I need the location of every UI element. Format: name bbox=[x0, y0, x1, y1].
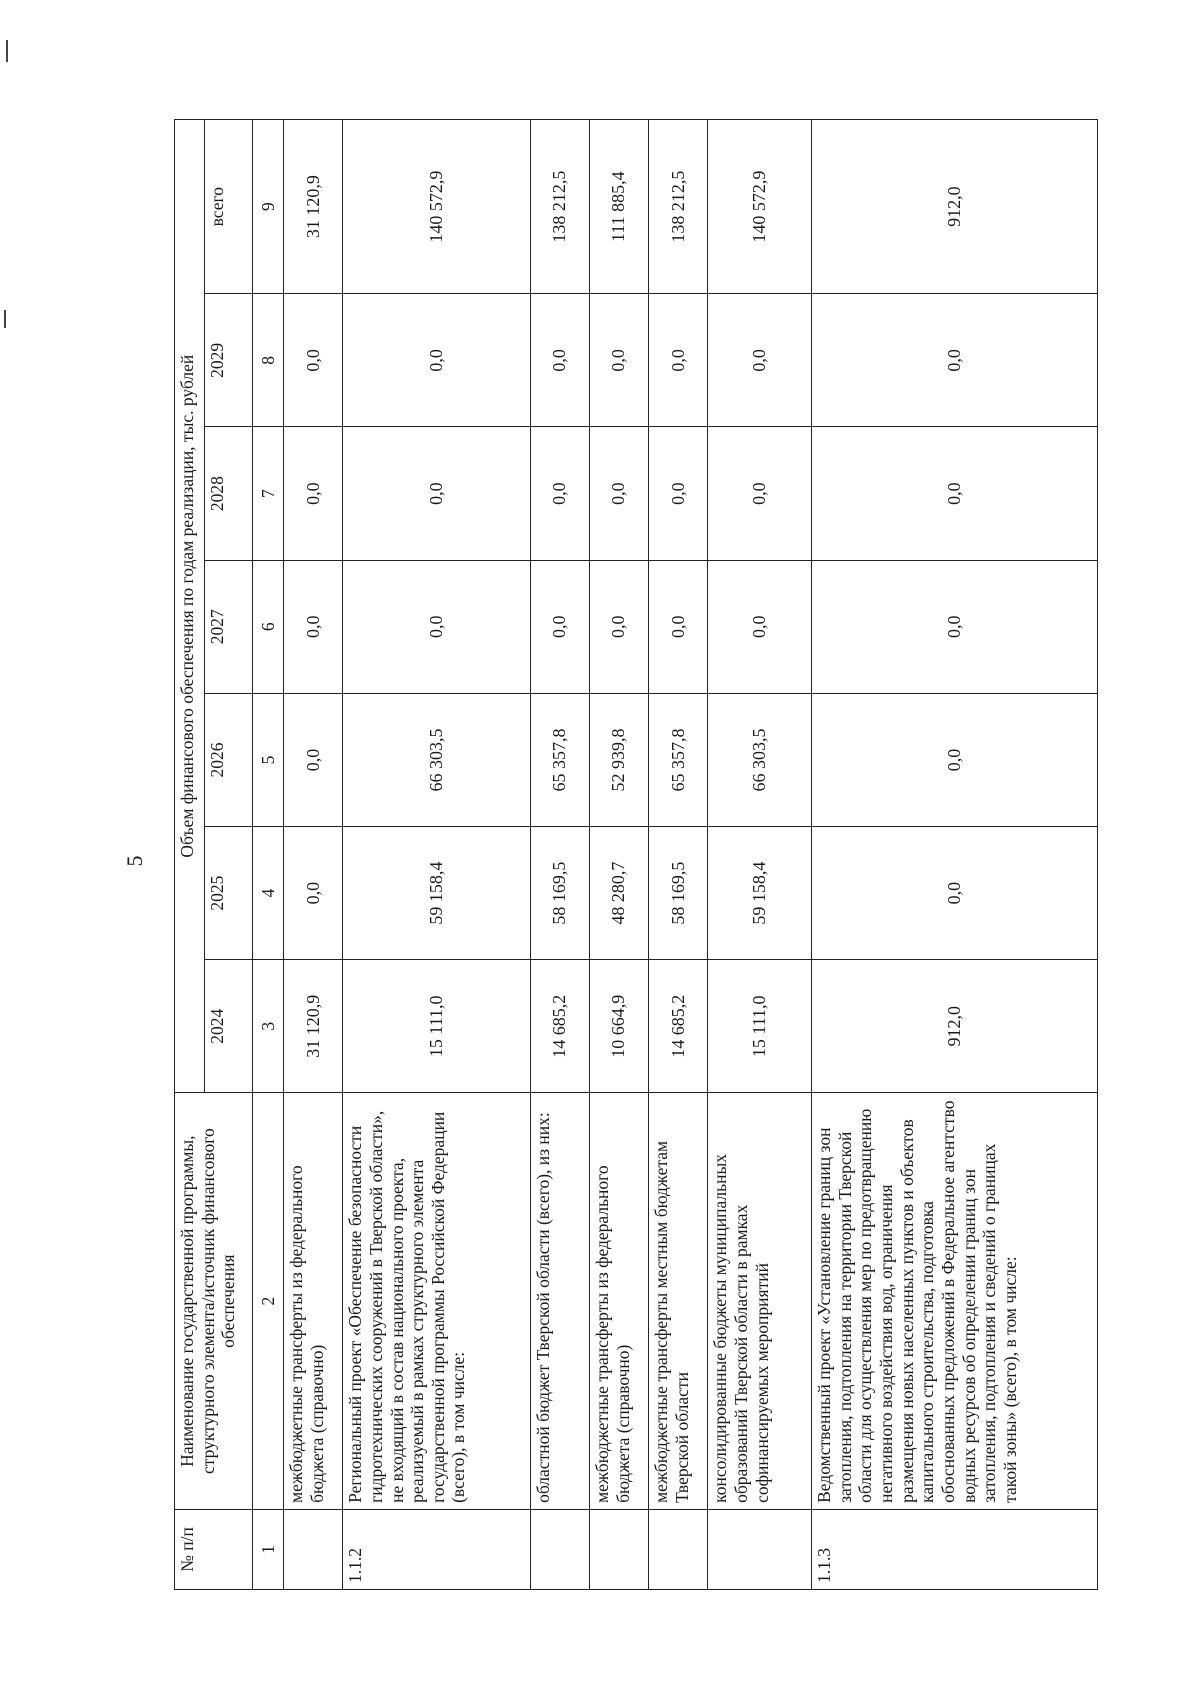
row-name: межбюджетные трансферты из федерального бюджета (справочно) bbox=[589, 1093, 648, 1510]
value-cell: 0,0 bbox=[530, 294, 589, 427]
total-cell: 140 572,9 bbox=[708, 120, 812, 294]
value-cell: 0,0 bbox=[530, 427, 589, 560]
column-index: 9 bbox=[253, 120, 284, 294]
header-year-2028: 2028 bbox=[205, 427, 253, 560]
value-cell: 0,0 bbox=[812, 560, 1098, 693]
value-cell: 0,0 bbox=[284, 827, 343, 960]
header-year-2026: 2026 bbox=[205, 693, 253, 826]
page-number: 5 bbox=[122, 855, 147, 867]
row-number bbox=[284, 1509, 343, 1589]
edge-mark bbox=[4, 310, 6, 328]
value-cell: 10 664,9 bbox=[589, 960, 648, 1093]
value-cell: 912,0 bbox=[812, 960, 1098, 1093]
column-index: 3 bbox=[253, 960, 284, 1093]
value-cell: 0,0 bbox=[589, 294, 648, 427]
value-cell: 59 158,4 bbox=[708, 827, 812, 960]
row-number bbox=[649, 1509, 708, 1589]
table-row bbox=[649, 120, 708, 1590]
value-cell: 59 158,4 bbox=[343, 827, 530, 960]
row-number: 1.1.2 bbox=[343, 1509, 530, 1589]
header-name: Наименование государственной программы, структурного элемента/источник финансового обеспечения bbox=[175, 1093, 253, 1510]
value-cell: 66 303,5 bbox=[708, 693, 812, 826]
header-year-2024: 2024 bbox=[205, 960, 253, 1093]
value-cell: 0,0 bbox=[708, 560, 812, 693]
table-row bbox=[284, 120, 343, 1590]
total-cell: 111 885,4 bbox=[589, 120, 648, 294]
value-cell: 0,0 bbox=[649, 560, 708, 693]
value-cell: 15 111,0 bbox=[708, 960, 812, 1093]
total-cell: 140 572,9 bbox=[343, 120, 530, 294]
value-cell: 14 685,2 bbox=[649, 960, 708, 1093]
value-cell: 0,0 bbox=[708, 294, 812, 427]
value-cell: 0,0 bbox=[812, 427, 1098, 560]
value-cell: 0,0 bbox=[343, 427, 530, 560]
value-cell: 0,0 bbox=[649, 294, 708, 427]
row-name: консолидированные бюджеты муниципальных образований Тверской области в рамках софинансируемых мероприятий bbox=[708, 1093, 812, 1510]
header-total: всего bbox=[205, 120, 253, 294]
value-cell: 0,0 bbox=[343, 294, 530, 427]
header-year-2029: 2029 bbox=[205, 294, 253, 427]
value-cell: 52 939,8 bbox=[589, 693, 648, 826]
total-cell: 138 212,5 bbox=[530, 120, 589, 294]
value-cell: 65 357,8 bbox=[649, 693, 708, 826]
table-row bbox=[812, 120, 1098, 1590]
total-cell: 912,0 bbox=[812, 120, 1098, 294]
value-cell: 0,0 bbox=[812, 693, 1098, 826]
row-name: межбюджетные трансферты из федерального бюджета (справочно) bbox=[284, 1093, 343, 1510]
header-num: № п/п bbox=[175, 1509, 253, 1589]
value-cell: 0,0 bbox=[284, 427, 343, 560]
value-cell: 48 280,7 bbox=[589, 827, 648, 960]
value-cell: 0,0 bbox=[649, 427, 708, 560]
value-cell: 0,0 bbox=[589, 560, 648, 693]
column-index: 2 bbox=[253, 1093, 284, 1510]
row-name: областной бюджет Тверской области (всего), из них: bbox=[530, 1093, 589, 1510]
header-year-2025: 2025 bbox=[205, 827, 253, 960]
value-cell: 15 111,0 bbox=[343, 960, 530, 1093]
column-index: 1 bbox=[253, 1509, 284, 1589]
column-index: 8 bbox=[253, 294, 284, 427]
value-cell: 66 303,5 bbox=[343, 693, 530, 826]
value-cell: 0,0 bbox=[343, 560, 530, 693]
value-cell: 14 685,2 bbox=[530, 960, 589, 1093]
value-cell: 0,0 bbox=[708, 427, 812, 560]
table-row bbox=[708, 120, 812, 1590]
row-number: 1.1.3 bbox=[812, 1509, 1098, 1589]
rotated-table-container bbox=[174, 119, 1098, 1590]
column-index: 6 bbox=[253, 560, 284, 693]
header-volume: Объем финансового обеспечения по годам реализации, тыс. рублей bbox=[175, 120, 205, 1093]
column-index: 7 bbox=[253, 427, 284, 560]
value-cell: 0,0 bbox=[589, 427, 648, 560]
header-year-2027: 2027 bbox=[205, 560, 253, 693]
value-cell: 0,0 bbox=[284, 693, 343, 826]
value-cell: 0,0 bbox=[284, 294, 343, 427]
financing-table bbox=[174, 119, 1098, 1590]
value-cell: 0,0 bbox=[530, 560, 589, 693]
value-cell: 31 120,9 bbox=[284, 960, 343, 1093]
value-cell: 58 169,5 bbox=[530, 827, 589, 960]
row-number bbox=[708, 1509, 812, 1589]
edge-mark bbox=[6, 40, 8, 62]
total-cell: 31 120,9 bbox=[284, 120, 343, 294]
column-index: 5 bbox=[253, 693, 284, 826]
row-number bbox=[589, 1509, 648, 1589]
table-row bbox=[589, 120, 648, 1590]
value-cell: 0,0 bbox=[284, 560, 343, 693]
table-row bbox=[343, 120, 530, 1590]
row-name: Региональный проект «Обеспечение безопасности гидротехнических сооружений в Тверской области», не входящий в состав национального проекта, реализуемый в рамках структурного элемента государственной программы Российской Федерации (всего), в том числе: bbox=[343, 1093, 530, 1510]
row-name: межбюджетные трансферты местным бюджетам Тверской области bbox=[649, 1093, 708, 1510]
total-cell: 138 212,5 bbox=[649, 120, 708, 294]
value-cell: 0,0 bbox=[812, 827, 1098, 960]
table-row bbox=[530, 120, 589, 1590]
value-cell: 65 357,8 bbox=[530, 693, 589, 826]
row-number bbox=[530, 1509, 589, 1589]
row-name: Ведомственный проект «Установление границ зон затопления, подтопления на территории Тверской области для осуществления мер по предотвращению негативного воздействия вод, ограничения размещения новых населенных пунктов и объектов капитального строительства, подготовка обоснованных предложений в Федеральное агентство водных ресурсов об определении границ зон затопления, подтопления и сведений о границах такой зоны» (всего), в том числе: bbox=[812, 1093, 1098, 1510]
value-cell: 58 169,5 bbox=[649, 827, 708, 960]
value-cell: 0,0 bbox=[812, 294, 1098, 427]
column-index: 4 bbox=[253, 827, 284, 960]
